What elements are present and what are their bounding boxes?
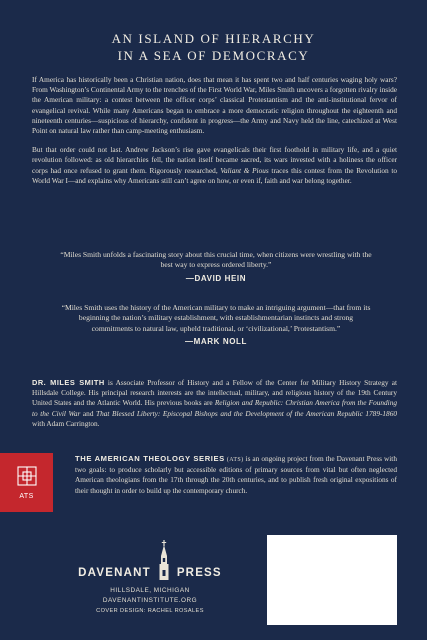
headline: [0, 30, 427, 64]
series-description: [75, 454, 397, 496]
publisher-location: HILLSDALE, MICHIGAN: [110, 587, 190, 594]
previous-book-title: Religion and Republic: Christian America from the Founding to the Civil War: [32, 398, 397, 418]
author-bio-text: and: [80, 408, 97, 418]
series-abbreviation: (ATS): [226, 457, 244, 463]
headline-line-1: AN ISLAND OF HIERARCHY: [111, 31, 316, 46]
endorsement: [60, 250, 372, 284]
description: [32, 75, 397, 195]
series-badge-label: ATS: [19, 493, 34, 500]
series-badge: [0, 453, 53, 512]
church-spire-icon: [155, 540, 173, 580]
previous-book-title: That Blessed Liberty: Episcopal Bishops and the Development of the American Republic 1789-1860: [96, 408, 397, 418]
author-bio-text: is Associate Professor of History and a Fellow of the Center for Military History Strategy at Hillsdale College. His principal research interests are the intellectual, military, and religious history of the 19th Century United States and the Atlantic World. His previous books are: [32, 378, 397, 408]
publisher-info: [60, 586, 240, 616]
endorsement-attribution: —MARK NOLL: [185, 337, 247, 347]
author-bio: [32, 378, 397, 429]
publisher-name-part-2: PRESS: [176, 567, 222, 579]
publisher-name-part-1: DAVENANT: [78, 567, 151, 579]
publisher-website: DAVENANTINSTITUTE.ORG: [102, 597, 198, 604]
book-title: Valiant & Pious: [220, 165, 269, 175]
series-name: THE AMERICAN THEOLOGY SERIES: [75, 454, 225, 463]
headline-line-2: IN A SEA OF DEMOCRACY: [117, 48, 310, 63]
cover-design-credit: COVER DESIGN: RACHEL ROSALES: [96, 608, 204, 614]
description-paragraph-1: If America has historically been a Christian nation, does that mean it has spent two and half centuries waging holy wars? From Washington’s Continental Army to the trenches of the First World War, Miles Smith uncovers a forgotten rivalry inside the American military: a contest between the officer corps’ classical Protestantism and the anti-institutional fervor of evangelical revival. While many Americans began to embrace a more democratic religion throughout the eighteenth and nineteenth centuries—suspicious of hierarchy, confident in progress—the Army and Navy held the line, catechized at West Point on natural law rather than camp-meeting enthusiasm.: [32, 75, 397, 136]
publisher-logo: [60, 540, 240, 580]
author-name: DR. MILES SMITH: [32, 378, 105, 387]
endorsement-quote: “Miles Smith unfolds a fascinating story about this crucial time, when citizens were wrestling with the best way to express ordered liberty.”: [60, 250, 372, 270]
endorsement-quote: “Miles Smith uses the history of the American military to make an intriguing argument—that from its beginning the nation’s military establishment, with establishmentarian instincts and strong commitments to natural law, upheld traditional, or ‘civilizational,’ Protestantism.”: [61, 303, 371, 333]
barcode-placeholder: [267, 535, 397, 625]
series-logo-icon: [16, 465, 38, 487]
description-paragraph-2: [32, 145, 397, 186]
endorsement: [60, 303, 372, 348]
publisher-block: [60, 540, 240, 616]
endorsement-attribution: —DAVID HEIN: [185, 273, 247, 283]
series-text: is an ongoing project from the Davenant Press with two goals: to produce scholarly but accessible editions of primary sources from vital but often neglected American theologians from the 17th through the 20th centuries, and to publish fresh original expositions of their thought in order to build up the contemporary church.: [75, 454, 397, 495]
author-bio-text: with Adam Carrington.: [32, 418, 100, 428]
description-text: But that order could not last. Andrew Jackson’s rise gave evangelicals their first foothold in military life, and a quiet revolution followed: as old hierarchies fell, the nation itself became sacred, its wars invested with a holiness the officer corps had once refused to grant them. Rigorously researched,: [32, 145, 397, 175]
description-text: traces this contest from the Revolution to World War I—and explains why Americans still can’t agree on how, or even if, faith and war belong together.: [32, 165, 397, 185]
